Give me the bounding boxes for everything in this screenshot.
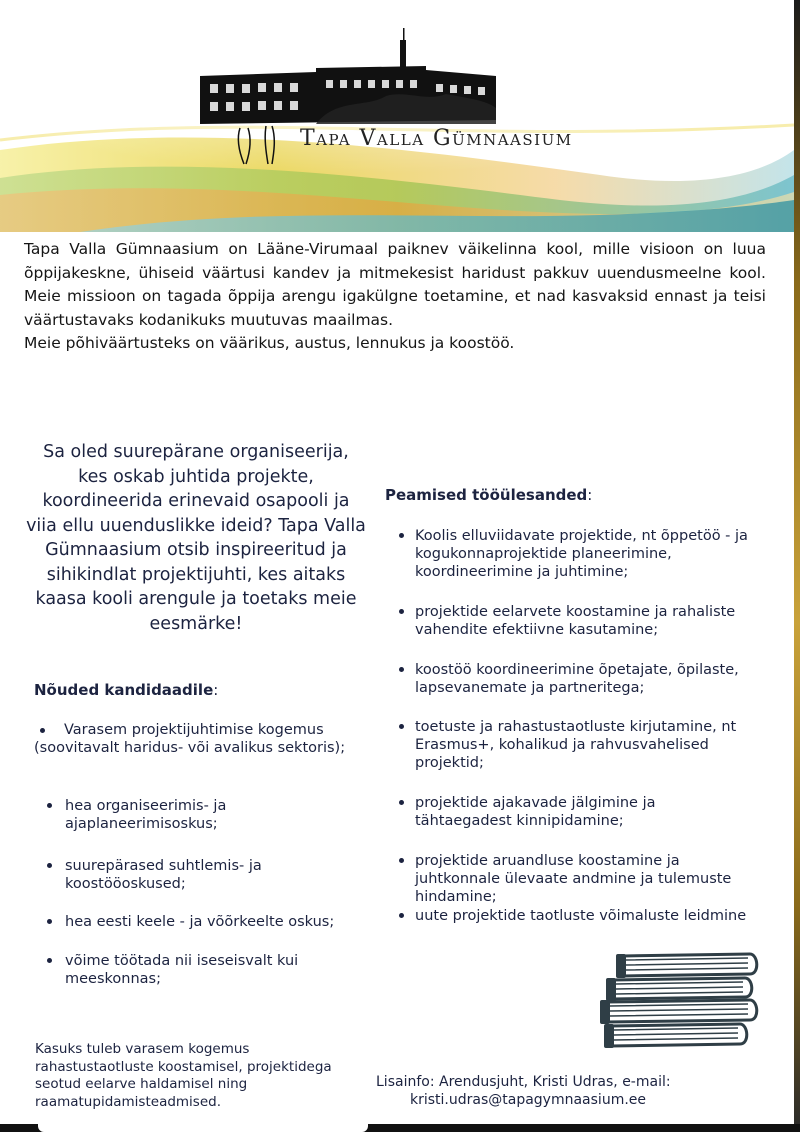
bullet-icon bbox=[399, 724, 404, 729]
bullet-icon bbox=[399, 800, 404, 805]
core-values-paragraph: Meie põhiväärtusteks on väärikus, austus, lennukus ja koostöö. bbox=[24, 334, 515, 352]
advantage-note: Kasuks tuleb varasem kogemus rahastustaotluste koostamisel, projektidega seotud eelarve haldamisel ning raamatupidamisteadmised. bbox=[35, 1041, 332, 1110]
bullet-icon bbox=[399, 858, 404, 863]
contact-info bbox=[376, 1073, 736, 1109]
bullet-icon bbox=[399, 913, 404, 918]
bullet-icon bbox=[399, 609, 404, 614]
duty-item: toetuste ja rahastustaotluste kirjutamine, nt Erasmus+, kohalikud ja rahvusvahelised projektid; bbox=[415, 719, 737, 771]
contact-line: Lisainfo: Arendusjuht, Kristi Udras, e-mail: bbox=[376, 1074, 671, 1090]
bullet-icon bbox=[47, 803, 52, 808]
school-logo-text: Tapa Valla Gümnaasium bbox=[300, 126, 573, 151]
job-pitch: Sa oled suurepärane organiseerija, kes oskab juhtida projekte, koordineerida erinevaid osapooli ja viia ellu uuenduslikke ideid? Tapa Valla Gümnaasium otsib inspireeritud ja sihikindlat projektijuhti, kes aitaks kaasa kooli arengule ja toetaks meie eesmärke! bbox=[26, 442, 366, 634]
bullet-icon bbox=[47, 958, 52, 963]
requirement-item: hea eesti keele - ja võõrkeelte oskus; bbox=[65, 914, 335, 930]
bullet-icon bbox=[399, 667, 404, 672]
duty-item: uute projektide taotluste võimaluste leidmine bbox=[415, 908, 747, 924]
contact-email-link[interactable]: kristi.udras@tapagymnaasium.ee bbox=[410, 1092, 647, 1108]
duty-item: projektide eelarvete koostamine ja rahaliste vahendite efektiivne kasutamine; bbox=[415, 604, 736, 638]
bullet-icon bbox=[399, 533, 404, 538]
intro-text bbox=[24, 238, 766, 356]
bottom-border-gap bbox=[38, 1124, 368, 1132]
requirement-item: suurepärased suhtlemis- ja koostööoskused; bbox=[65, 858, 262, 892]
duty-item: projektide aruandluse koostamine ja juhtkonnale ülevaate andmine ja tulemuste hindamine; bbox=[415, 853, 732, 905]
bullet-icon bbox=[47, 919, 52, 924]
right-border bbox=[794, 0, 800, 1132]
duties-title: Peamised tööülesanded: bbox=[385, 486, 593, 504]
requirement-item: hea organiseerimis- ja ajaplaneerimisoskus; bbox=[65, 798, 227, 832]
duty-item: koostöö koordineerimine õpetajate, õpilaste, lapsevanemate ja partneritega; bbox=[415, 662, 739, 696]
duty-item: Koolis elluviidavate projektide, nt õppetöö - ja kogukonnaprojektide planeerimine, koordineerimine ja juhtimine; bbox=[415, 528, 748, 580]
requirement-item: võime töötada nii iseseisvalt kui meeskonnas; bbox=[65, 953, 299, 987]
header-banner bbox=[0, 0, 794, 232]
requirements-title: Nõuded kandidaadile: bbox=[34, 681, 219, 699]
intro-paragraph: Tapa Valla Gümnaasium on Lääne-Virumaal paiknev väikelinna kool, mille visioon on luua õppijakeskne, ühiseid väärtusi kandev ja mitmekesist haridust pakkuv uuendusmeelne kool. Meie missioon on tagada õppija arengu igakülgne toetamine, et nad kasvaksid ennast ja teisi väärtustavaks kodanikuks muutuvas maailmas. bbox=[24, 240, 766, 329]
books-stack-icon bbox=[600, 940, 765, 1050]
duty-item: projektide ajakavade jälgimine ja tähtaegadest kinnipidamine; bbox=[415, 795, 656, 829]
bullet-icon bbox=[47, 863, 52, 868]
requirement-item: Varasem projektijuhtimise kogemus (soovitavalt haridus- või avalikus sektoris); bbox=[34, 722, 346, 756]
